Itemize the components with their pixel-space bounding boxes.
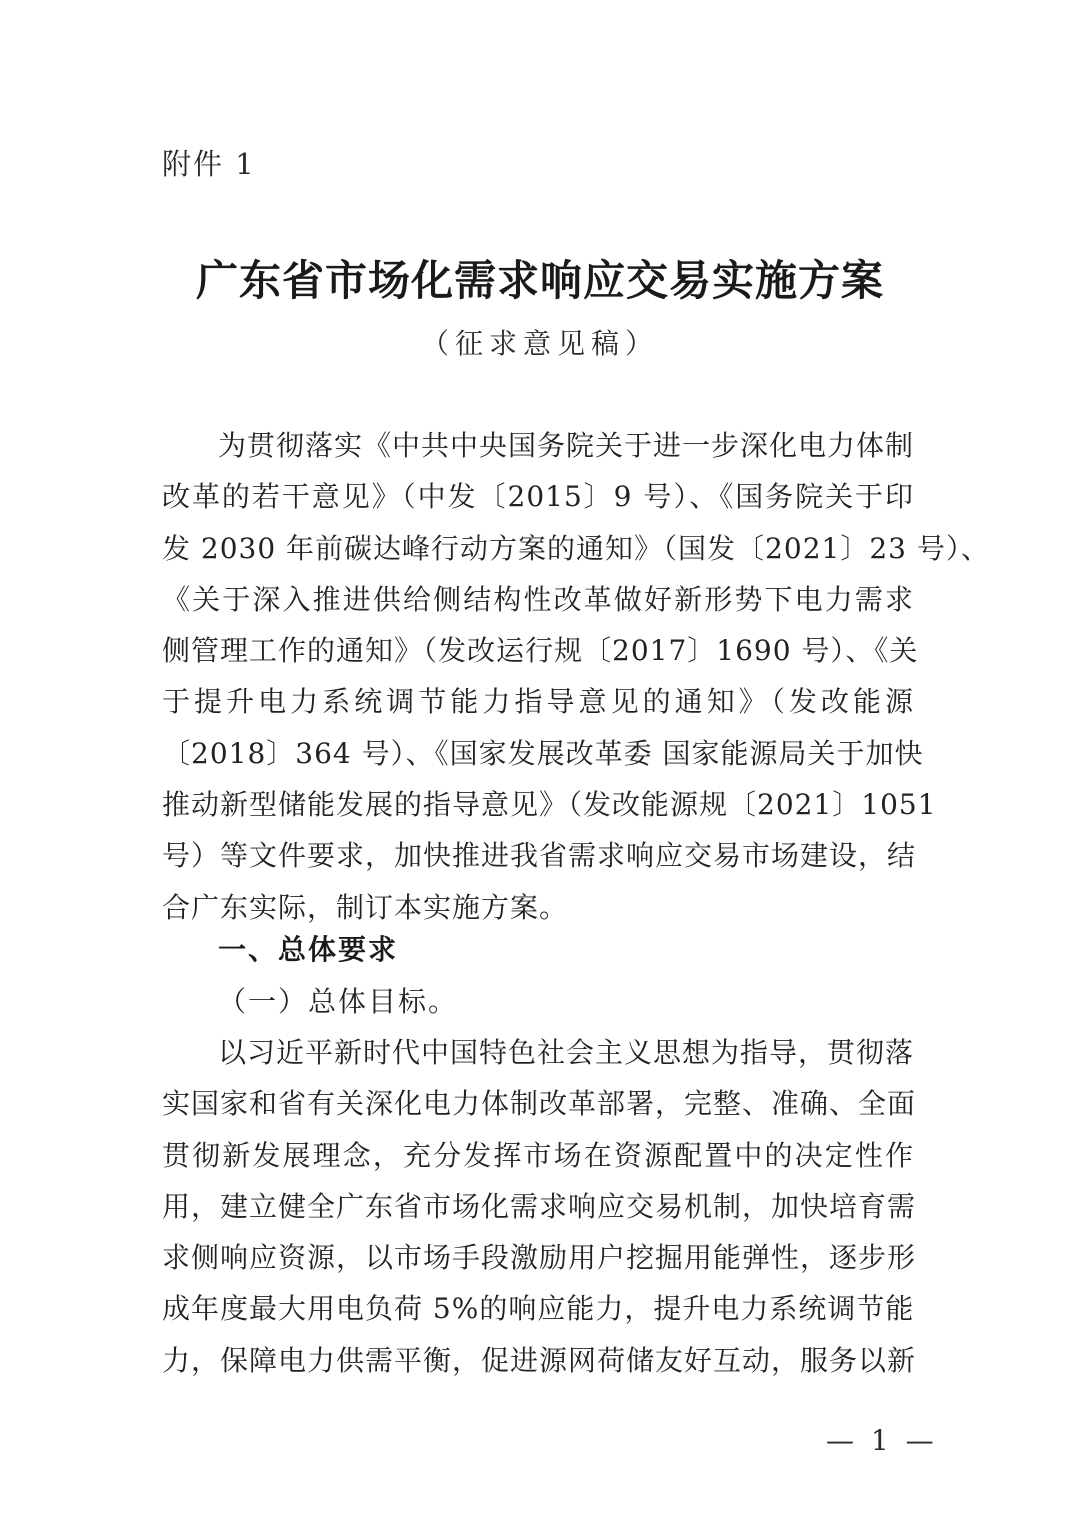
paragraph-line: 合广东实际，制订本实施方案。 [162,890,569,924]
attachment-label: 附件 1 [162,147,256,181]
paragraph-line: 《关于深入推进供给侧结构性改革做好新形势下电力需求 [162,582,914,616]
paragraph-line: 号）等文件要求，加快推进我省需求响应交易市场建设，结 [162,839,917,873]
paragraph-line: 改革的若干意见》（中发〔2015〕9 号）、《国务院关于印 [162,480,914,514]
paragraph-line: 〔2018〕364 号）、《国家发展改革委 国家能源局关于加快 [162,736,924,770]
paragraph-line: 用，建立健全广东省市场化需求响应交易机制，加快培育需 [162,1189,917,1223]
paragraph-line: 侧管理工作的通知》（发改运行规〔2017〕1690 号）、《关 [162,634,919,668]
paragraph-line: 实国家和省有关深化电力体制改革部署，完整、准确、全面 [162,1087,917,1121]
paragraph-line: 力，保障电力供需平衡，促进源网荷储友好互动，服务以新 [162,1343,917,1377]
paragraph-line: 求侧响应资源，以市场手段激励用户挖掘用能弹性，逐步形 [162,1241,917,1275]
paragraph-line: 为贯彻落实《中共中央国务院关于进一步深化电力体制 [218,429,915,462]
paragraph-line: 以习近平新时代中国特色社会主义思想为指导，贯彻落 [218,1036,915,1069]
paragraph-line: 发 2030 年前碳达峰行动方案的通知》（国发〔2021〕23 号）、 [162,531,990,565]
paragraph-line: 推动新型储能发展的指导意见》（发改能源规〔2021〕1051 [162,788,937,822]
paragraph-line: 于提升电力系统调节能力指导意见的通知》（发改能源 [162,685,914,719]
paragraph-line: 成年度最大用电负荷 5%的响应能力，提升电力系统调节能 [162,1292,915,1326]
document-title: 广东省市场化需求响应交易实施方案 [195,256,884,305]
page-number: — 1 — [826,1424,938,1457]
subsection-heading: （一）总体目标。 [218,985,459,1018]
paragraph-line: 贯彻新发展理念，充分发挥市场在资源配置中的决定性作 [162,1138,914,1172]
section-heading: 一、总体要求 [218,933,399,966]
paragraph-intro [162,420,990,933]
paragraph-goals [162,1027,917,1386]
document-subtitle: （征求意见稿） [420,327,659,360]
